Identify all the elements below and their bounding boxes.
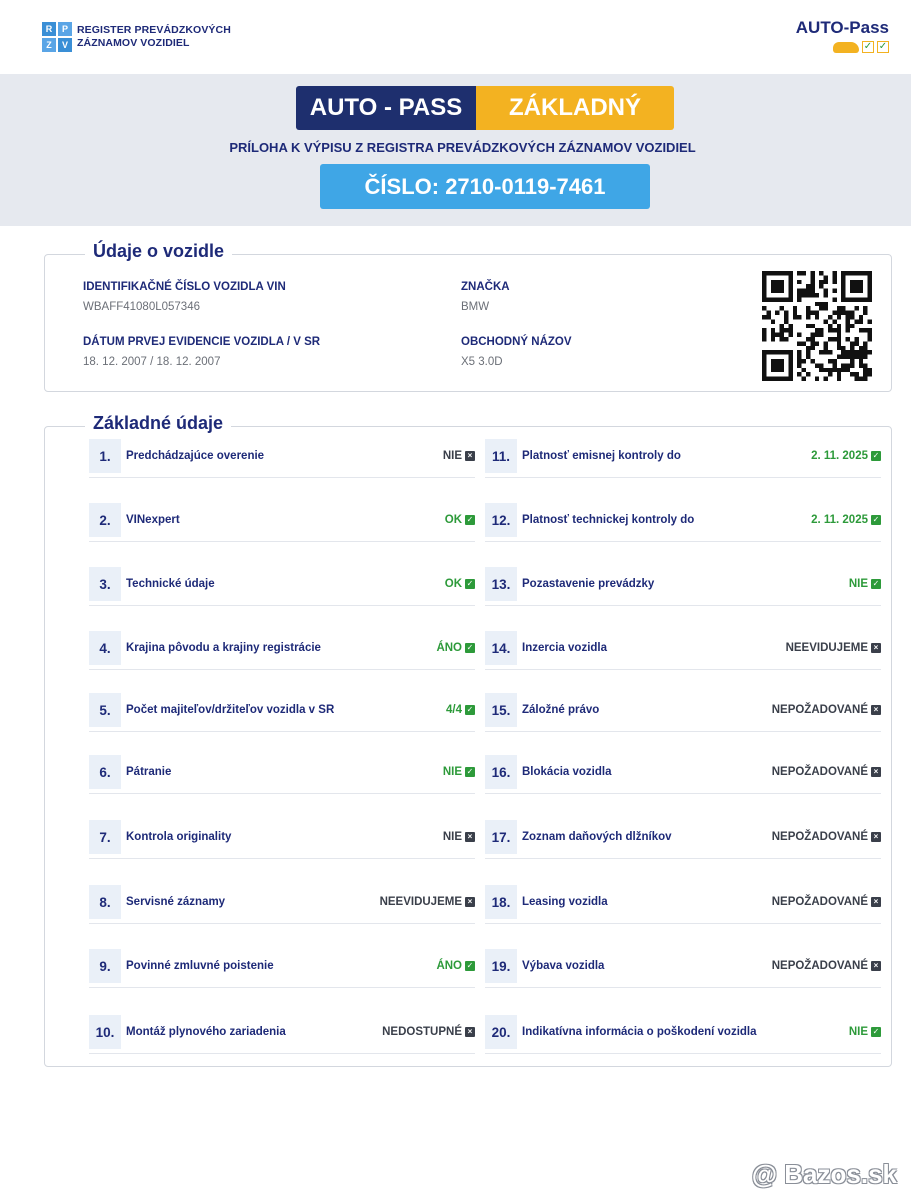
check-item-number: 7. — [89, 820, 121, 854]
cross-icon: × — [871, 961, 881, 971]
check-item-number: 14. — [485, 631, 517, 665]
divider — [89, 669, 475, 670]
check-item-label: Blokácia vozidla — [522, 766, 612, 778]
check-item-status-text: 2. 11. 2025 — [811, 450, 868, 462]
product-badge-level: ZÁKLADNÝ — [476, 86, 674, 130]
cross-icon: × — [871, 643, 881, 653]
vin-value: WBAFF41080L057346 — [83, 301, 200, 313]
check-item — [89, 503, 475, 537]
check-item-number: 4. — [89, 631, 121, 665]
check-item-status — [772, 704, 881, 716]
check-item-status-text: NEPOŽADOVANÉ — [771, 896, 868, 908]
check-icon: ✓ — [466, 705, 474, 714]
watermark: @ Bazos.sk — [751, 1159, 897, 1189]
check-icon: ✓ — [872, 515, 880, 524]
check-icon: ✓ — [466, 579, 474, 588]
check-item — [485, 567, 881, 601]
divider — [89, 731, 475, 732]
check-item-label: Záložné právo — [522, 704, 600, 716]
product-badge-name: AUTO - PASS — [296, 86, 476, 130]
divider — [485, 731, 881, 732]
check-item-status-text: OK — [444, 514, 462, 526]
report-subtitle: PRÍLOHA K VÝPISU Z REGISTRA PREVÁDZKOVÝCH ZÁZNAMOV VOZIDIEL — [229, 140, 696, 155]
check-icon: ✓ — [466, 643, 474, 652]
check-item — [89, 567, 475, 601]
check-icon: ✓ — [466, 767, 474, 776]
cross-icon: × — [465, 897, 475, 907]
check-item-number: 9. — [89, 949, 121, 983]
qr-code-icon — [762, 271, 872, 381]
first-registration-label: DÁTUM PRVEJ EVIDENCIE VOZIDLA / V SR — [83, 336, 321, 348]
check-item-status-text: NEPOŽADOVANÉ — [771, 766, 868, 778]
check-item — [89, 693, 475, 727]
check-item-number: 3. — [89, 567, 121, 601]
cross-icon: × — [871, 897, 881, 907]
check-item-status — [443, 450, 475, 462]
check-item-status — [811, 514, 881, 526]
check-item — [89, 885, 475, 919]
vin-label: IDENTIFIKAČNÉ ČÍSLO VOZIDLA VIN — [83, 281, 286, 293]
divider — [89, 923, 475, 924]
check-item-status — [786, 642, 881, 654]
check-item — [89, 949, 475, 983]
check-item-number: 1. — [89, 439, 121, 473]
divider — [89, 541, 475, 542]
rpzv-letter: P — [58, 22, 72, 36]
divider — [89, 477, 475, 478]
section-title: Údaje o vozidle — [85, 241, 232, 262]
check-item-label: Montáž plynového zariadenia — [126, 1026, 286, 1038]
check-item-status — [811, 450, 881, 462]
check-item — [485, 439, 881, 473]
check-item-label: Výbava vozidla — [522, 960, 605, 972]
check-item-label: Platnosť technickej kontroly do — [522, 514, 695, 526]
check-item-label: Technické údaje — [126, 578, 215, 590]
check-item — [89, 631, 475, 665]
model-label: OBCHODNÝ NÁZOV — [461, 336, 572, 348]
check-item — [485, 885, 881, 919]
vehicle-info-section — [44, 241, 892, 392]
check-item-status — [772, 831, 881, 843]
product-badge — [296, 86, 674, 130]
check-item-status-text: 2. 11. 2025 — [811, 514, 868, 526]
register-name — [77, 24, 231, 50]
check-item-number: 17. — [485, 820, 517, 854]
divider — [485, 541, 881, 542]
check-item-status-text: NEEVIDUJEME — [379, 896, 462, 908]
report-number: ČÍSLO: 2710-0119-7461 — [320, 164, 650, 209]
check-item-number: 19. — [485, 949, 517, 983]
cross-icon: × — [465, 451, 475, 461]
check-item-label: Zoznam daňových dlžníkov — [522, 831, 672, 843]
check-item-number: 16. — [485, 755, 517, 789]
check-item-status — [772, 766, 881, 778]
cross-icon: × — [871, 832, 881, 842]
autopass-logo-name: AUTO-Pass — [795, 18, 889, 37]
rpzv-letter: Z — [42, 38, 56, 52]
check-item-status-text: ÁNO — [436, 642, 462, 654]
rpzv-logo — [42, 22, 231, 52]
check-item-number: 12. — [485, 503, 517, 537]
check-item-status — [849, 1026, 881, 1038]
section-title: Základné údaje — [85, 413, 231, 434]
check-item-label: Pozastavenie prevádzky — [522, 578, 655, 590]
check-item-number: 13. — [485, 567, 517, 601]
cross-icon: × — [465, 832, 475, 842]
rpzv-letter: V — [58, 38, 72, 52]
check-item-label: Servisné záznamy — [126, 896, 226, 908]
check-icon: ✓ — [466, 961, 474, 970]
check-item-number: 2. — [89, 503, 121, 537]
check-item — [485, 503, 881, 537]
check-item-label: Indikatívna informácia o poškodení vozidla — [522, 1026, 757, 1038]
check-item — [89, 820, 475, 854]
check-item-status-text: 4/4 — [446, 704, 462, 716]
check-icon: ✓ — [466, 515, 474, 524]
check-item — [485, 631, 881, 665]
check-item-status — [772, 896, 881, 908]
cross-icon: × — [465, 1027, 475, 1037]
model-value: X5 3.0D — [461, 356, 503, 368]
checkbox-icon: ✓ — [863, 41, 873, 52]
check-item-status-text: NEDOSTUPNÉ — [382, 1026, 462, 1038]
divider — [485, 858, 881, 859]
divider — [485, 987, 881, 988]
check-item-status — [443, 766, 475, 778]
check-item — [485, 1015, 881, 1049]
rpzv-logo-grid — [42, 22, 72, 52]
divider — [485, 1053, 881, 1054]
brand-label: ZNAČKA — [461, 281, 510, 293]
check-item-label: Krajina pôvodu a krajiny registrácie — [126, 642, 321, 654]
divider — [89, 1053, 475, 1054]
cross-icon: × — [871, 705, 881, 715]
check-item-status-text: NEEVIDUJEME — [785, 642, 868, 654]
brand-value: BMW — [461, 301, 490, 313]
check-item — [485, 949, 881, 983]
divider — [89, 605, 475, 606]
check-item-status — [445, 578, 475, 590]
divider — [485, 669, 881, 670]
check-item-number: 18. — [485, 885, 517, 919]
rpzv-letter: R — [42, 22, 56, 36]
cross-icon: × — [871, 767, 881, 777]
check-item-label: Leasing vozidla — [522, 896, 608, 908]
check-item-status-text: NIE — [442, 831, 462, 843]
report-banner — [0, 74, 911, 226]
first-registration-value: 18. 12. 2007 / 18. 12. 2007 — [83, 356, 221, 368]
check-item — [485, 755, 881, 789]
check-item-status-text: NIE — [848, 578, 868, 590]
divider — [89, 987, 475, 988]
check-item-status — [380, 896, 475, 908]
check-item-label: Inzercia vozidla — [522, 642, 608, 654]
checkbox-icon: ✓ — [878, 41, 888, 52]
divider — [89, 858, 475, 859]
check-item-status-text: NEPOŽADOVANÉ — [771, 831, 868, 843]
check-item — [89, 755, 475, 789]
check-item-number: 11. — [485, 439, 517, 473]
check-item-number: 5. — [89, 693, 121, 727]
check-item-label: VINexpert — [126, 514, 180, 526]
check-item-number: 15. — [485, 693, 517, 727]
check-item-status — [446, 704, 475, 716]
check-item-status — [436, 960, 475, 972]
divider — [485, 923, 881, 924]
check-item-status-text: NIE — [442, 450, 462, 462]
check-item-label: Predchádzajúce overenie — [126, 450, 265, 462]
check-item-number: 10. — [89, 1015, 121, 1049]
check-item-status-text: OK — [444, 578, 462, 590]
register-name-line1: REGISTER PREVÁDZKOVÝCH — [77, 24, 231, 36]
check-item-status — [382, 1026, 475, 1038]
check-icon: ✓ — [872, 451, 880, 460]
check-item-status — [443, 831, 475, 843]
check-item — [89, 439, 475, 473]
autopass-logo-icons — [796, 41, 889, 53]
check-item-number: 8. — [89, 885, 121, 919]
basic-data-section — [44, 413, 892, 1067]
check-item-label: Počet majiteľov/držiteľov vozidla v SR — [126, 704, 335, 716]
check-item-status-text: NEPOŽADOVANÉ — [771, 960, 868, 972]
check-item-status — [772, 960, 881, 972]
check-item — [485, 820, 881, 854]
register-name-line2: ZÁZNAMOV VOZIDIEL — [77, 37, 190, 49]
check-icon: ✓ — [872, 1027, 880, 1036]
check-item-label: Kontrola originality — [126, 831, 232, 843]
check-item-label: Povinné zmluvné poistenie — [126, 960, 274, 972]
check-icon: ✓ — [872, 579, 880, 588]
top-bar — [0, 0, 911, 74]
check-item-number: 6. — [89, 755, 121, 789]
check-item-status-text: NIE — [848, 1026, 868, 1038]
divider — [485, 477, 881, 478]
check-item-label: Platnosť emisnej kontroly do — [522, 450, 681, 462]
check-item-status — [849, 578, 881, 590]
divider — [485, 605, 881, 606]
divider — [89, 793, 475, 794]
check-item-number: 20. — [485, 1015, 517, 1049]
car-icon — [833, 42, 859, 53]
check-item — [89, 1015, 475, 1049]
check-item-status — [445, 514, 475, 526]
divider — [485, 793, 881, 794]
check-item — [485, 693, 881, 727]
check-item-status-text: NEPOŽADOVANÉ — [771, 704, 868, 716]
check-item-status-text: NIE — [442, 766, 462, 778]
check-item-status — [436, 642, 475, 654]
autopass-logo — [796, 18, 889, 53]
check-item-status-text: ÁNO — [436, 960, 462, 972]
check-item-label: Pátranie — [126, 766, 172, 778]
